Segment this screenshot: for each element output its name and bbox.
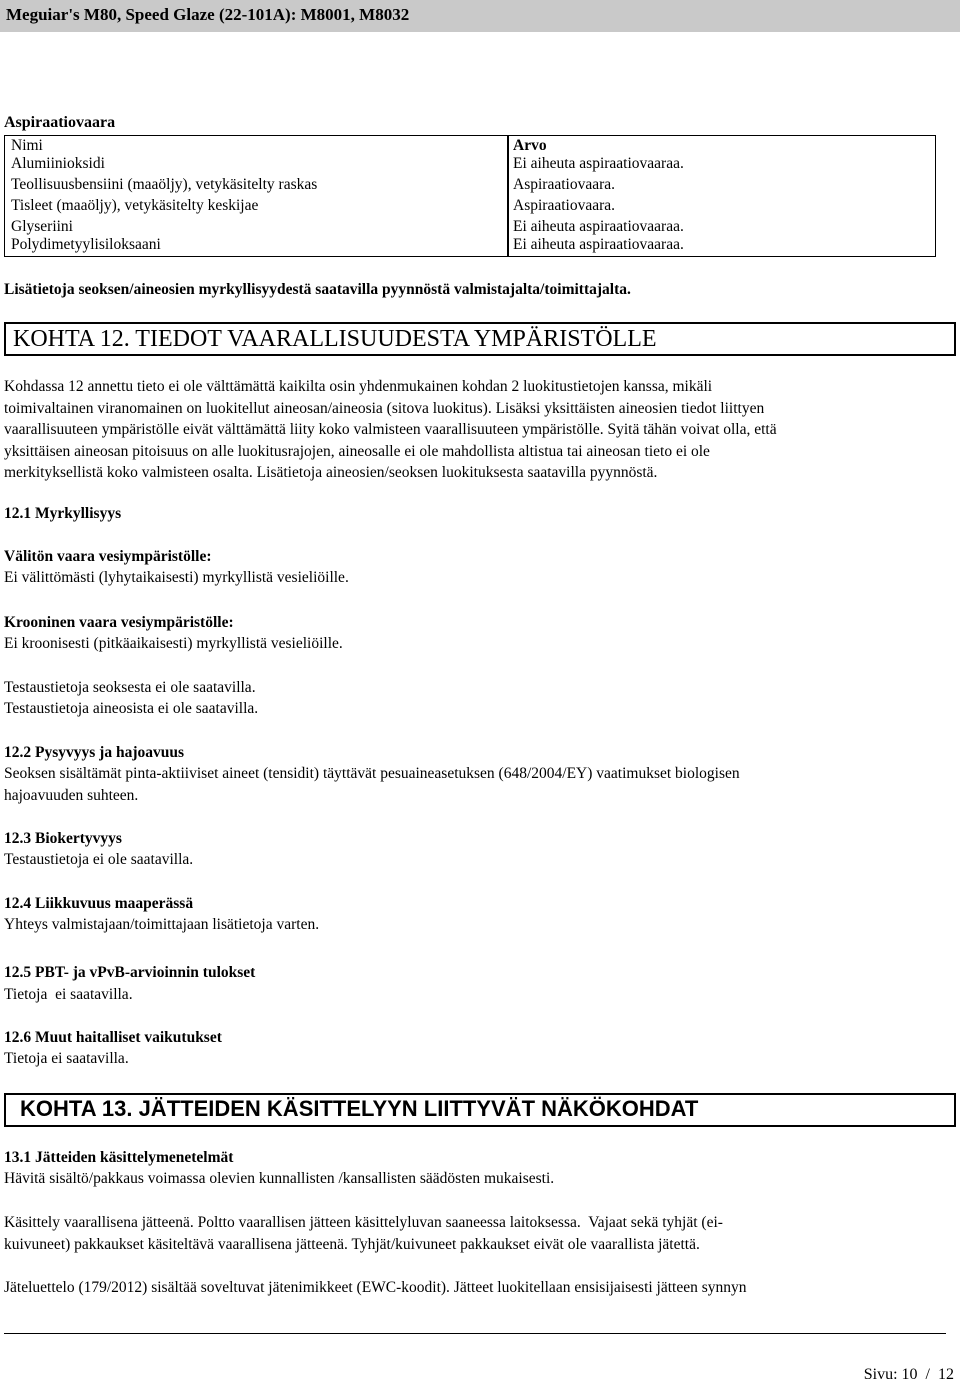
- table-row-value: Aspiraatiovaara.: [513, 197, 615, 214]
- table-row-name: Glyseriini: [11, 218, 73, 235]
- subsection-12-2-text: Seoksen sisältämät pinta-aktiiviset aineet (tensidit) täyttävät pesuaineasetuksen (648/2004/EY) vaatimukset biologisen: [4, 765, 740, 782]
- section-12-title-box: [4, 322, 956, 356]
- waste-treatment-text: Käsittely vaarallisena jätteenä. Poltto vaarallisen jätteen käsittelyluvan saaneessa laitoksessa. Vajaat sekä tyhjät (ei-: [4, 1214, 723, 1231]
- section-13-title: KOHTA 13. JÄTTEIDEN KÄSITTELYYN LIITTYVÄT NÄKÖKOHDAT: [20, 1096, 699, 1121]
- test-data-components: Testaustietoja aineosista ei ole saatavilla.: [4, 700, 259, 717]
- table-row-value: Aspiraatiovaara.: [513, 176, 615, 193]
- subsection-12-3-text: Testaustietoja ei ole saatavilla.: [4, 851, 194, 868]
- section-12-title: KOHTA 12. TIEDOT VAARALLISUUDESTA YMPÄRISTÖLLE: [13, 326, 657, 352]
- chronic-hazard-text: Ei kroonisesti (pitkäaikaisesti) myrkyllistä vesieliöille.: [4, 635, 343, 652]
- acute-hazard-text: Ei välittömästi (lyhytaikaisesti) myrkyllistä vesieliöille.: [4, 569, 349, 586]
- intro-line: toimivaltainen viranomainen on luokitellut aineosan/aineosia (sitova luokitus). Lisäksi yksittäisten aineosien tiedot liittyen: [4, 399, 765, 417]
- subsection-12-5-text: Tietoja ei saatavilla.: [4, 986, 133, 1003]
- subsection-12-6-text: Tietoja ei saatavilla.: [4, 1050, 129, 1067]
- subsection-12-3-heading: 12.3 Biokertyvyys: [4, 830, 122, 847]
- intro-line: vaarallisuuteen ympäristölle eivät välttämättä liity koko valmisteen vaarallisuuteen ympäristölle. Syitä tähän voivat olla, että: [4, 421, 777, 438]
- document-header: [0, 0, 960, 32]
- footer-divider: [4, 1333, 946, 1334]
- document-title: Meguiar's M80, Speed Glaze (22-101A): M8001, M8032: [6, 5, 410, 24]
- intro-line: merkityksellistä koko valmisteen osalta. Lisätietoja aineosien/seoksen luokituksesta saatavilla pyynnöstä.: [4, 464, 658, 481]
- waste-treatment-text: kuivuneet) pakkaukset käsiteltävä vaarallisena jätteenä. Tyhjät/kuivuneet pakkaukset eivät ole vaarallista jätettä.: [4, 1236, 700, 1253]
- subsection-12-4-heading: 12.4 Liikkuvuus maaperässä: [4, 895, 194, 912]
- subsection-12-6-heading: 12.6 Muut haitalliset vaikutukset: [4, 1029, 222, 1046]
- subsection-12-2-text: hajoavuuden suhteen.: [4, 787, 139, 804]
- waste-list-text: Jäteluettelo (179/2012) sisältää soveltuvat jätenimikkeet (EWC-koodit). Jätteet luokitellaan ensisijaisesti jätteen synnyn: [4, 1279, 747, 1296]
- subsection-12-1-heading: 12.1 Myrkyllisyys: [4, 505, 122, 522]
- aspiration-heading: Aspiraatiovaara: [4, 114, 116, 131]
- section-12-intro: [4, 376, 954, 484]
- intro-line: yksittäisen aineosan pitoisuus on alle luokitusrajojen, aineosalle ei ole mahdollista altistua tai aineosan tieto ei ole: [4, 442, 710, 460]
- subsection-12-5-heading: 12.5 PBT- ja vPvB-arvioinnin tulokset: [4, 964, 256, 981]
- table-row-name: Teollisuusbensiini (maaöljy), vetykäsitelty raskas: [11, 176, 318, 193]
- subsection-12-4-text: Yhteys valmistajaan/toimittajaan lisätietoja varten.: [4, 916, 320, 933]
- subsection-13-1-heading: 13.1 Jätteiden käsittelymenetelmät: [4, 1149, 234, 1166]
- subsection-13-1-text: Hävitä sisältö/pakkaus voimassa olevien kunnallisten /kansallisten säädösten mukaisesti.: [4, 1170, 555, 1187]
- table-row-name: Tisleet (maaöljy), vetykäsitelty keskijae: [11, 197, 259, 214]
- table-row-name: Alumiinioksidi: [11, 155, 105, 172]
- test-data-mixture: Testaustietoja seoksesta ei ole saatavilla.: [4, 679, 256, 696]
- intro-line: Kohdassa 12 annettu tieto ei ole välttämättä kaikilta osin yhdenmukainen kohdan 2 luokitustietojen kanssa, mikäli: [4, 378, 713, 395]
- table-row-name: Polydimetyylisiloksaani: [11, 236, 161, 253]
- column-header-name: Nimi: [11, 137, 43, 154]
- section-13-title-box: [4, 1093, 956, 1127]
- chronic-hazard-heading: Krooninen vaara vesiympäristölle:: [4, 614, 234, 631]
- table-row-value: Ei aiheuta aspiraatiovaaraa.: [513, 236, 684, 253]
- column-header-value: Arvo: [513, 137, 547, 154]
- table-row-value: Ei aiheuta aspiraatiovaaraa.: [513, 218, 684, 235]
- subsection-12-2-heading: 12.2 Pysyvyys ja hajoavuus: [4, 744, 184, 761]
- toxicity-info-note: Lisätietoja seoksen/aineosien myrkyllisyydestä saatavilla pyynnöstä valmistajalta/toimittajalta.: [4, 281, 631, 298]
- acute-hazard-heading: Välitön vaara vesiympäristölle:: [4, 548, 212, 565]
- table-row-value: Ei aiheuta aspiraatiovaaraa.: [513, 155, 684, 172]
- page-number: Sivu: 10 / 12: [863, 1366, 954, 1383]
